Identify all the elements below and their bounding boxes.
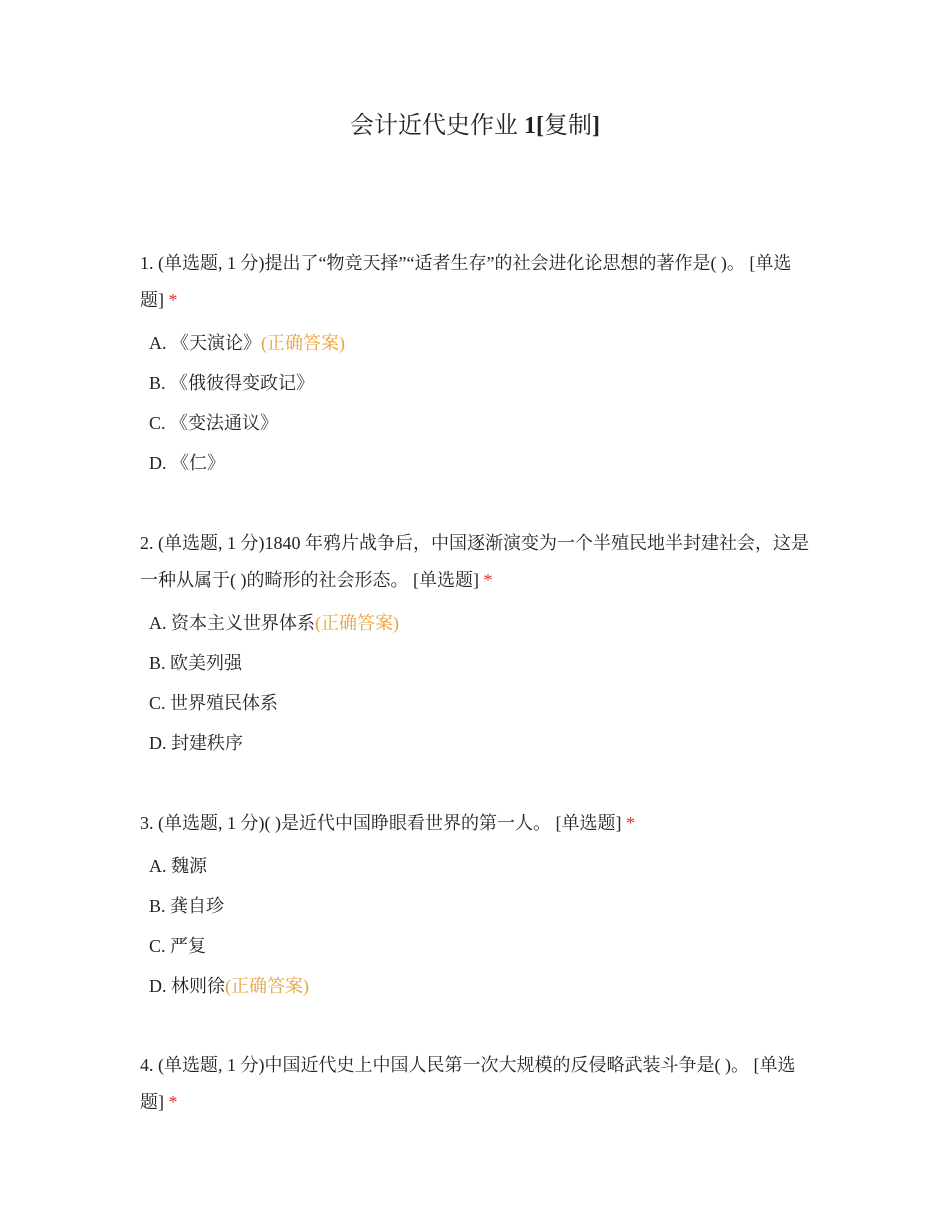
option-a: A. 《天演论》(正确答案)	[149, 333, 345, 353]
question-3	[140, 805, 810, 1006]
correct-answer-marker: (正确答案)	[315, 613, 399, 633]
correct-answer-marker: (正确答案)	[261, 333, 345, 353]
title-suffix: 复制	[544, 113, 592, 139]
option-list	[140, 846, 810, 1006]
option-b: B. 欧美列强	[149, 653, 243, 673]
option-d: D. 《仁》	[149, 453, 225, 473]
question-text	[140, 1047, 810, 1121]
option-a: A. 魏源	[149, 856, 207, 876]
option-a: A. 资本主义世界体系(正确答案)	[149, 613, 399, 633]
question-number: 1.	[140, 253, 154, 273]
title-number: 1[	[524, 113, 544, 139]
required-asterisk: *	[625, 813, 635, 833]
question-number: 3.	[140, 813, 154, 833]
option-b: B. 龚自珍	[149, 896, 225, 916]
option-c: C. 《变法通议》	[149, 413, 279, 433]
option-c: C. 严复	[149, 936, 207, 956]
title-main: 会计近代史作业	[350, 113, 518, 139]
option-c: C. 世界殖民体系	[149, 693, 279, 713]
option-list	[140, 323, 810, 483]
document-title	[0, 108, 950, 144]
question-body: (单选题, 1 分)( )是近代中国睁眼看世界的第一人。 [单选题]	[158, 813, 622, 833]
option-d: D. 封建秩序	[149, 733, 243, 753]
required-asterisk: *	[168, 290, 178, 310]
question-text	[140, 245, 810, 319]
question-number: 2.	[140, 533, 154, 553]
required-asterisk: *	[168, 1092, 178, 1112]
question-body: (单选题, 1 分)提出了“物竞天择”“适者生存”的社会进化论思想的著作是( )。 [单选题]	[140, 253, 792, 310]
question-1	[140, 245, 810, 483]
question-text	[140, 525, 810, 599]
question-2	[140, 525, 810, 763]
correct-answer-marker: (正确答案)	[225, 976, 309, 996]
question-body: (单选题, 1 分)中国近代史上中国人民第一次大规模的反侵略武装斗争是( )。 [单选题]	[140, 1055, 796, 1112]
option-b: B. 《俄彼得变政记》	[149, 373, 315, 393]
question-number: 4.	[140, 1055, 154, 1075]
question-text	[140, 805, 810, 842]
option-d: D. 林则徐(正确答案)	[149, 976, 309, 996]
question-4	[140, 1047, 810, 1121]
option-list	[140, 603, 810, 763]
title-bracket-close: ]	[592, 113, 600, 139]
required-asterisk: *	[483, 570, 493, 590]
question-body: (单选题, 1 分)1840 年鸦片战争后，中国逐渐演变为一个半殖民地半封建社会，这是一种从属于( )的畸形的社会形态。 [单选题]	[140, 533, 809, 590]
